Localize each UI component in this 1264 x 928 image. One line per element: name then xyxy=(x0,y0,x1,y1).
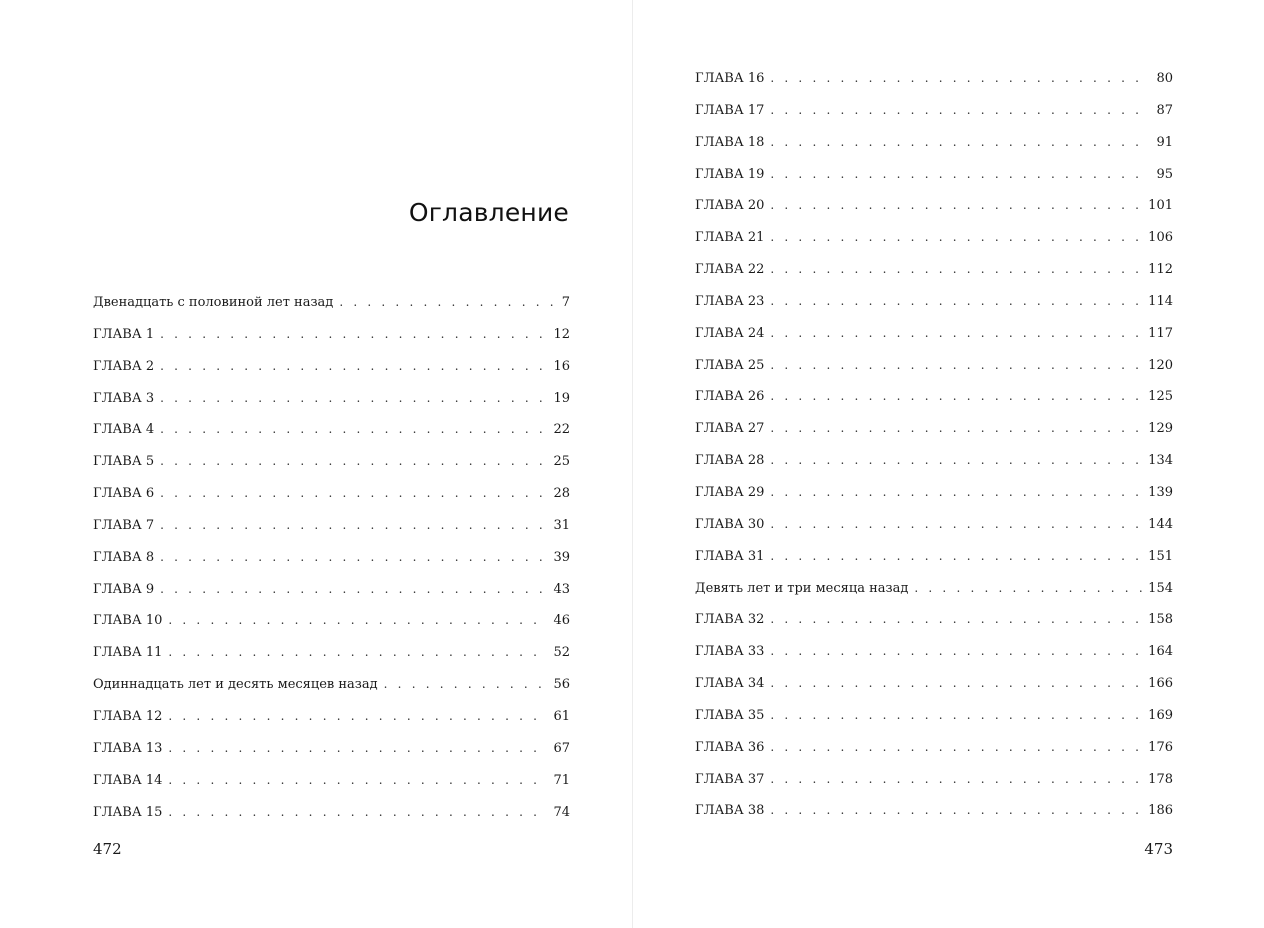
toc-entry-page-number: 31 xyxy=(553,517,570,533)
dot-leader xyxy=(770,386,1142,406)
toc-entry-page-number: 151 xyxy=(1148,548,1173,564)
dot-leader xyxy=(168,610,547,630)
toc-entry-label: Девять лет и три месяца назад xyxy=(695,580,909,596)
toc-entry-label: ГЛАВА 22 xyxy=(695,262,765,278)
toc-entry-page-number: 117 xyxy=(1148,325,1173,341)
dot-leader xyxy=(160,547,547,567)
dot-leader xyxy=(160,515,547,535)
toc-entry xyxy=(93,547,570,579)
toc-entry xyxy=(93,610,570,642)
toc-entry-page-number: 43 xyxy=(553,581,570,597)
dot-leader xyxy=(770,450,1142,470)
toc-entry xyxy=(93,579,570,611)
toc-entry-label: ГЛАВА 1 xyxy=(93,326,155,342)
dot-leader xyxy=(168,770,547,790)
page-number-left: 472 xyxy=(93,840,122,858)
toc-entry-page-number: 80 xyxy=(1156,71,1173,86)
toc-entry xyxy=(93,388,570,420)
toc-entry-page-number: 22 xyxy=(553,422,570,438)
toc-entry xyxy=(93,324,570,356)
toc-entry-page-number: 56 xyxy=(553,677,570,693)
toc-entry-page-number: 112 xyxy=(1148,262,1173,278)
toc-entry-page-number: 91 xyxy=(1156,134,1173,150)
toc-entry-label: ГЛАВА 11 xyxy=(93,645,163,661)
toc-entry xyxy=(695,227,1173,259)
toc-entry-label: ГЛАВА 10 xyxy=(93,613,163,629)
toc-entry-page-number: 154 xyxy=(1148,580,1173,596)
toc-entry xyxy=(695,323,1173,355)
dot-leader xyxy=(770,482,1142,502)
toc-entry xyxy=(695,195,1173,227)
toc-entry-label: ГЛАВА 32 xyxy=(695,612,765,628)
dot-leader xyxy=(770,68,1150,88)
toc-entry-page-number: 95 xyxy=(1156,166,1173,182)
toc-entry xyxy=(93,770,570,802)
toc-entry-label: ГЛАВА 13 xyxy=(93,740,163,756)
toc-entry xyxy=(695,769,1173,801)
toc-entry-page-number: 71 xyxy=(553,772,570,788)
toc-entry-label: ГЛАВА 9 xyxy=(93,581,155,597)
page-number-right: 473 xyxy=(1144,840,1173,858)
toc-entry-label: ГЛАВА 27 xyxy=(695,421,765,437)
dot-leader xyxy=(770,227,1142,247)
dot-leader xyxy=(770,259,1142,279)
dot-leader xyxy=(770,195,1142,215)
toc-entry xyxy=(695,164,1173,196)
dot-leader xyxy=(160,388,547,408)
dot-leader xyxy=(914,578,1142,598)
toc-entry-label: ГЛАВА 17 xyxy=(695,102,765,118)
toc-entry-label: ГЛАВА 3 xyxy=(93,390,155,406)
dot-leader xyxy=(168,802,547,822)
toc-entry-label: ГЛАВА 21 xyxy=(695,230,765,246)
toc-entry-page-number: 74 xyxy=(553,804,570,820)
toc-entry xyxy=(695,355,1173,387)
toc-entry xyxy=(695,418,1173,450)
dot-leader xyxy=(770,641,1142,661)
toc-entry-label: ГЛАВА 7 xyxy=(93,517,155,533)
dot-leader xyxy=(770,323,1142,343)
toc-entry-label: ГЛАВА 18 xyxy=(695,134,765,150)
toc-entry xyxy=(93,738,570,770)
toc-entry xyxy=(695,68,1173,100)
toc-entry xyxy=(695,546,1173,578)
toc-entry xyxy=(695,578,1173,610)
toc-entry-page-number: 186 xyxy=(1148,803,1173,819)
toc-entry xyxy=(93,419,570,451)
toc-entry xyxy=(93,515,570,547)
dot-leader xyxy=(770,609,1142,629)
toc-entry-label: ГЛАВА 23 xyxy=(695,293,765,309)
toc-entry-page-number: 144 xyxy=(1148,516,1173,532)
toc-entry xyxy=(695,673,1173,705)
toc-entry-label: ГЛАВА 14 xyxy=(93,772,163,788)
dot-leader xyxy=(770,355,1142,375)
toc-entry xyxy=(93,802,570,834)
dot-leader xyxy=(160,356,547,376)
toc-entry-page-number: 7 xyxy=(561,295,570,310)
toc-entry-label: ГЛАВА 34 xyxy=(695,676,765,692)
toc-entry-label: ГЛАВА 24 xyxy=(695,325,765,341)
toc-entry-page-number: 25 xyxy=(553,454,570,470)
toc-entry-label: ГЛАВА 29 xyxy=(695,484,765,500)
toc-entry-label: ГЛАВА 15 xyxy=(93,804,163,820)
dot-leader xyxy=(770,291,1142,311)
toc-entry xyxy=(93,483,570,515)
dot-leader xyxy=(770,164,1150,184)
dot-leader xyxy=(770,546,1142,566)
toc-entry-label: Одиннадцать лет и десять месяцев назад xyxy=(93,677,378,693)
toc-list-right xyxy=(695,68,1173,832)
dot-leader xyxy=(770,800,1142,820)
toc-entry-label: ГЛАВА 2 xyxy=(93,358,155,374)
toc-entry-label: ГЛАВА 30 xyxy=(695,516,765,532)
dot-leader xyxy=(160,483,547,503)
toc-entry-page-number: 28 xyxy=(553,486,570,502)
toc-entry-page-number: 134 xyxy=(1148,453,1173,469)
dot-leader xyxy=(168,738,547,758)
dot-leader xyxy=(168,642,547,662)
dot-leader xyxy=(160,579,547,599)
toc-entry xyxy=(93,356,570,388)
dot-leader xyxy=(160,324,547,344)
toc-entry xyxy=(695,737,1173,769)
toc-entry-label: ГЛАВА 19 xyxy=(695,166,765,182)
toc-entry-page-number: 129 xyxy=(1148,421,1173,437)
toc-entry-page-number: 114 xyxy=(1148,293,1173,309)
toc-entry-label: ГЛАВА 8 xyxy=(93,549,155,565)
dot-leader xyxy=(168,706,547,726)
toc-entry-label: ГЛАВА 26 xyxy=(695,389,765,405)
toc-entry-label: ГЛАВА 25 xyxy=(695,357,765,373)
toc-entry-page-number: 158 xyxy=(1148,612,1173,628)
dot-leader xyxy=(160,419,547,439)
toc-list-left xyxy=(93,292,570,833)
right-page xyxy=(633,0,1264,928)
toc-entry xyxy=(695,259,1173,291)
toc-entry-label: Двенадцать с половиной лет назад xyxy=(93,295,334,310)
toc-entry xyxy=(695,705,1173,737)
dot-leader xyxy=(770,418,1142,438)
toc-entry xyxy=(695,514,1173,546)
toc-entry-label: ГЛАВА 12 xyxy=(93,708,163,724)
toc-entry-page-number: 12 xyxy=(553,326,570,342)
toc-entry xyxy=(93,292,570,324)
toc-entry xyxy=(93,706,570,738)
toc-entry xyxy=(695,482,1173,514)
toc-entry-label: ГЛАВА 5 xyxy=(93,454,155,470)
toc-entry xyxy=(695,450,1173,482)
toc-entry-label: ГЛАВА 16 xyxy=(695,71,765,86)
toc-entry-page-number: 46 xyxy=(553,613,570,629)
toc-entry-page-number: 169 xyxy=(1148,707,1173,723)
dot-leader xyxy=(770,673,1142,693)
dot-leader xyxy=(160,451,547,471)
toc-entry-page-number: 166 xyxy=(1148,676,1173,692)
toc-entry-label: ГЛАВА 38 xyxy=(695,803,765,819)
page-title: Оглавление xyxy=(408,198,569,227)
toc-entry xyxy=(695,291,1173,323)
toc-entry xyxy=(695,386,1173,418)
dot-leader xyxy=(770,132,1150,152)
toc-entry xyxy=(695,609,1173,641)
dot-leader xyxy=(770,514,1142,534)
toc-entry xyxy=(695,800,1173,832)
toc-entry-label: ГЛАВА 31 xyxy=(695,548,765,564)
toc-entry xyxy=(93,451,570,483)
toc-entry-page-number: 139 xyxy=(1148,484,1173,500)
toc-entry-page-number: 39 xyxy=(553,549,570,565)
dot-leader xyxy=(770,769,1142,789)
toc-entry xyxy=(695,100,1173,132)
dot-leader xyxy=(770,705,1142,725)
toc-entry-label: ГЛАВА 6 xyxy=(93,486,155,502)
toc-entry-page-number: 19 xyxy=(553,390,570,406)
toc-entry-page-number: 176 xyxy=(1148,739,1173,755)
toc-entry xyxy=(695,641,1173,673)
toc-entry xyxy=(695,132,1173,164)
dot-leader xyxy=(770,100,1150,120)
toc-entry-page-number: 164 xyxy=(1148,644,1173,660)
toc-entry-page-number: 61 xyxy=(553,708,570,724)
toc-entry-label: ГЛАВА 33 xyxy=(695,644,765,660)
toc-entry-label: ГЛАВА 35 xyxy=(695,707,765,723)
dot-leader xyxy=(339,292,555,312)
toc-entry-page-number: 178 xyxy=(1148,771,1173,787)
toc-entry-label: ГЛАВА 28 xyxy=(695,453,765,469)
toc-entry-label: ГЛАВА 20 xyxy=(695,198,765,214)
toc-entry xyxy=(93,674,570,706)
dot-leader xyxy=(384,674,548,694)
toc-entry-page-number: 106 xyxy=(1148,230,1173,246)
toc-entry-page-number: 87 xyxy=(1156,102,1173,118)
toc-entry-label: ГЛАВА 37 xyxy=(695,771,765,787)
toc-entry-page-number: 16 xyxy=(553,358,570,374)
toc-entry-page-number: 125 xyxy=(1148,389,1173,405)
toc-entry-page-number: 52 xyxy=(553,645,570,661)
toc-entry xyxy=(93,642,570,674)
toc-entry-page-number: 101 xyxy=(1148,198,1173,214)
dot-leader xyxy=(770,737,1142,757)
toc-entry-page-number: 67 xyxy=(553,740,570,756)
toc-entry-label: ГЛАВА 36 xyxy=(695,739,765,755)
toc-entry-page-number: 120 xyxy=(1148,357,1173,373)
toc-entry-label: ГЛАВА 4 xyxy=(93,422,155,438)
